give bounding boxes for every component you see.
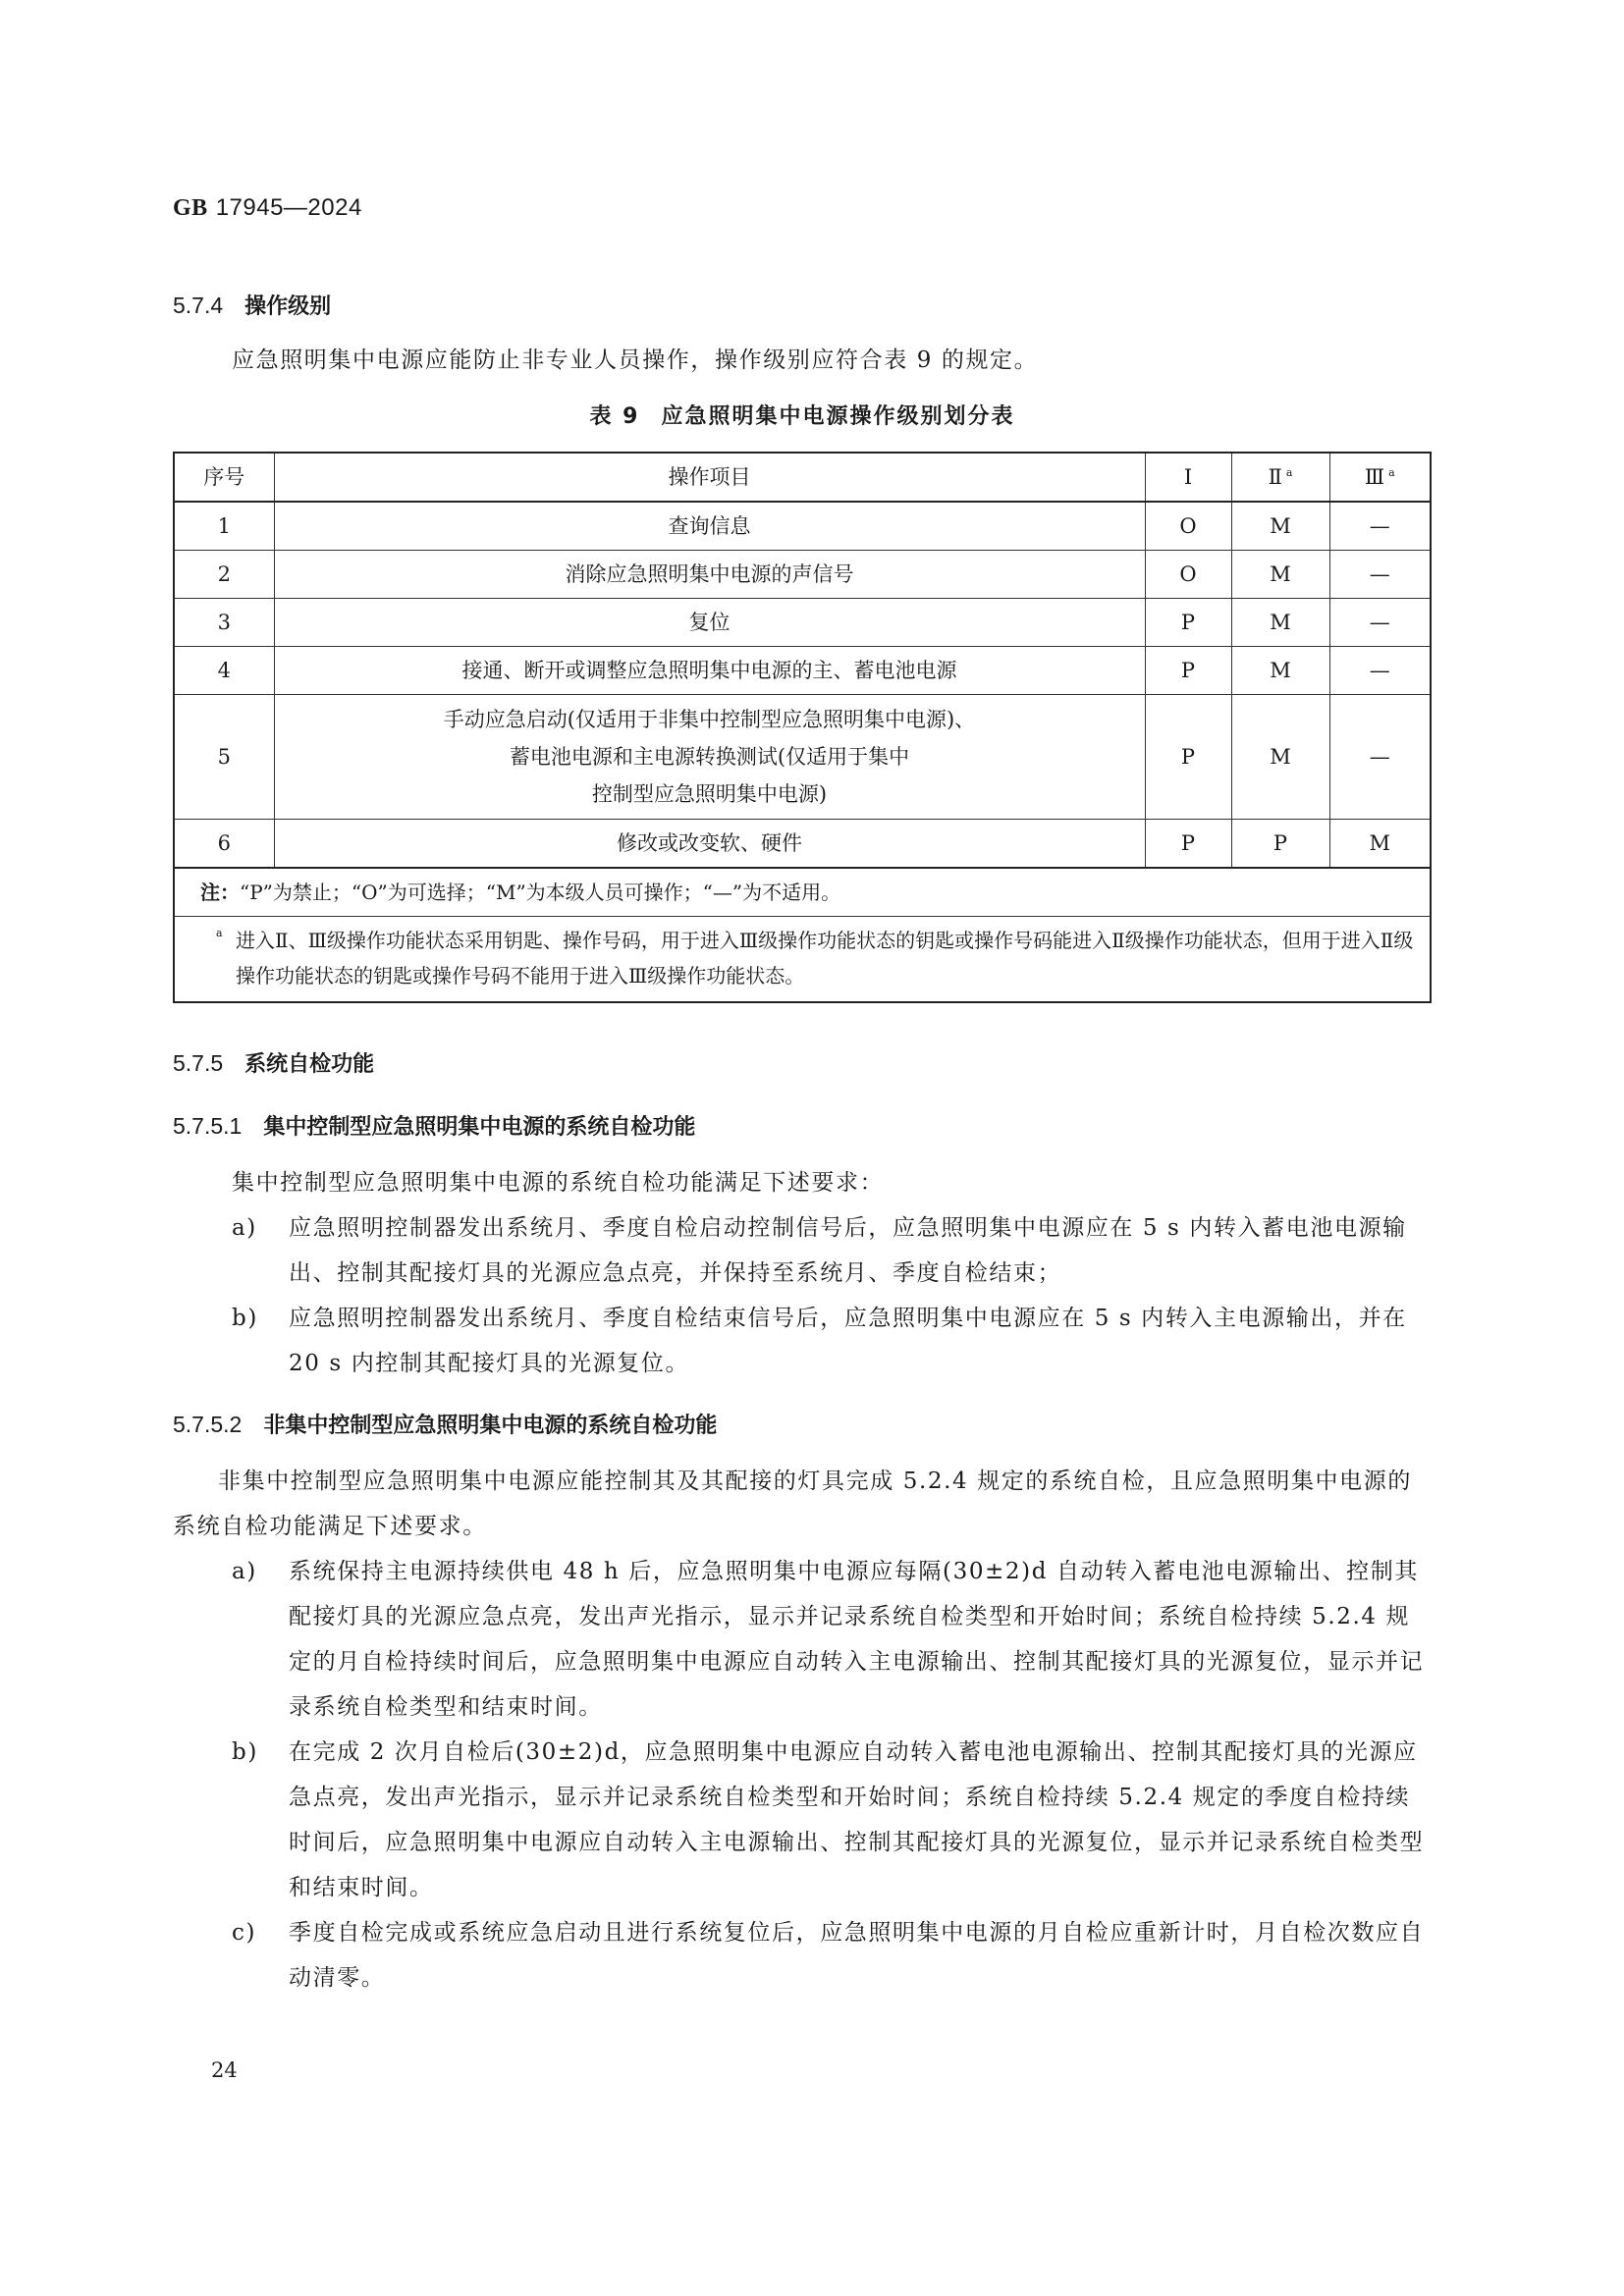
- cell-level-2: P: [1231, 820, 1329, 869]
- cell-level-3: —: [1329, 647, 1431, 695]
- standard-number: 17945—2024: [215, 194, 362, 221]
- section-heading-5-7-4: [173, 289, 1432, 324]
- section-intro: 非集中控制型应急照明集中电源应能控制其及其配接的灯具完成 5.2.4 规定的系统自检，且应急照明集中电源的系统自检功能满足下述要求。: [173, 1468, 1412, 1539]
- cell-no: 2: [174, 551, 274, 599]
- section-heading-5-7-5: [173, 1046, 1432, 1082]
- cell-level-2: M: [1231, 502, 1329, 551]
- list-item: [232, 1549, 1432, 1730]
- cell-item: 复位: [274, 599, 1145, 647]
- cell-no: 1: [174, 502, 274, 551]
- cell-item: 接通、断开或调整应急照明集中电源的主、蓄电池电源: [274, 647, 1145, 695]
- table-row: [174, 695, 1431, 820]
- table-note: [174, 868, 1431, 917]
- table-row: [174, 820, 1431, 869]
- section-number: 5.7.5.1: [173, 1113, 243, 1139]
- list-item-text: 季度自检完成或系统应急启动且进行系统复位后，应急照明集中电源的月自检应重新计时，月自检次数应自动清零。: [289, 1920, 1425, 1991]
- cell-no: 4: [174, 647, 274, 695]
- cell-level-2: M: [1231, 695, 1329, 820]
- col-header-level-1-text: Ⅰ: [1183, 465, 1193, 489]
- cell-item: 消除应急照明集中电源的声信号: [274, 551, 1145, 599]
- table-label: 表 9: [589, 404, 640, 429]
- col-header-level-3-text: Ⅲ: [1364, 465, 1385, 489]
- section-paragraph: 应急照明集中电源应能防止非专业人员操作，操作级别应符合表 9 的规定。: [232, 347, 1039, 373]
- cell-level-3: —: [1329, 695, 1431, 820]
- cell-no: 6: [174, 820, 274, 869]
- col-header-level-2-text: Ⅱ: [1268, 465, 1282, 489]
- col-header-item: 操作项目: [274, 453, 1145, 502]
- table-header-row: [174, 453, 1431, 502]
- section-title: 操作级别: [244, 294, 332, 319]
- footnote-mark: a: [216, 927, 223, 939]
- cell-level-1: O: [1145, 551, 1231, 599]
- cell-level-3: —: [1329, 551, 1431, 599]
- cell-level-1: O: [1145, 502, 1231, 551]
- list-item-label: a): [232, 1215, 257, 1241]
- cell-item-line: 蓄电池电源和主电源转换测试(仅适用于集中: [509, 745, 910, 769]
- list-item-label: a): [232, 1559, 257, 1584]
- table-row: [174, 551, 1431, 599]
- standard-code: [173, 192, 1432, 224]
- cell-level-1: P: [1145, 599, 1231, 647]
- cell-level-3: —: [1329, 599, 1431, 647]
- cell-item-line: 手动应急启动(仅适用于非集中控制型应急照明集中电源)、: [443, 708, 976, 731]
- table-row: [174, 502, 1431, 551]
- section-number: 5.7.4: [173, 293, 224, 318]
- cell-item: 修改或改变软、硬件: [274, 820, 1145, 869]
- list-item: [232, 1910, 1432, 2001]
- note-text: “P”为禁止；“O”为可选择；“M”为本级人员可操作；“—”为不适用。: [240, 881, 841, 904]
- section-number: 5.7.5.2: [173, 1412, 243, 1437]
- list-item: [232, 1730, 1432, 1910]
- cell-no: 3: [174, 599, 274, 647]
- standard-prefix: GB: [173, 195, 208, 221]
- section-intro: 集中控制型应急照明集中电源的系统自检功能满足下述要求：: [232, 1170, 885, 1196]
- list-item: [232, 1296, 1432, 1386]
- table-footnote: [174, 917, 1431, 1003]
- section-title: 集中控制型应急照明集中电源的系统自检功能: [263, 1115, 696, 1140]
- table-row: [174, 647, 1431, 695]
- note-label: 注：: [200, 881, 240, 904]
- list-item-text: 应急照明控制器发出系统月、季度自检启动控制信号后，应急照明集中电源应在 5 s 内转入蓄电池电源输出、控制其配接灯具的光源应急点亮，并保持至系统月、季度自检结束；: [289, 1215, 1407, 1286]
- footnote-mark: a: [1285, 466, 1293, 479]
- section-title: 非集中控制型应急照明集中电源的系统自检功能: [263, 1414, 718, 1438]
- page-number: 24: [211, 2058, 238, 2082]
- cell-level-1: P: [1145, 647, 1231, 695]
- table-note-row: [174, 868, 1431, 917]
- col-header-no: 序号: [174, 453, 274, 502]
- table-row: [174, 599, 1431, 647]
- list-item-text: 在完成 2 次月自检后(30±2)d，应急照明集中电源应自动转入蓄电池电源输出、控制其配接灯具的光源应急点亮，发出声光指示，显示并记录系统自检类型和开始时间；系统自检持续 5.2.4 规定的季度自检持续时间后，应急照明集中电源应自动转入主电源输出、控制其配接灯具的光源复位，显示并记录系统自检类型和结束时间。: [289, 1739, 1425, 1900]
- list-item-text: 应急照明控制器发出系统月、季度自检结束信号后，应急照明集中电源应在 5 s 内转入主电源输出，并在 20 s 内控制其配接灯具的光源复位。: [289, 1306, 1407, 1376]
- section-title: 系统自检功能: [244, 1052, 375, 1077]
- section-heading-5-7-5-1: [173, 1109, 1432, 1145]
- cell-item: 查询信息: [274, 502, 1145, 551]
- cell-no: 5: [174, 695, 274, 820]
- cell-level-1: P: [1145, 695, 1231, 820]
- list-item-text: 系统保持主电源持续供电 48 h 后，应急照明集中电源应每隔(30±2)d 自动转入蓄电池电源输出、控制其配接灯具的光源应急点亮，发出声光指示，显示并记录系统自检类型和开始时间；系统自检持续 5.2.4 规定的月自检持续时间后，应急照明集中电源应自动转入主电源输出、控制其配接灯具的光源复位，显示并记录系统自检类型和结束时间。: [289, 1559, 1425, 1720]
- col-header-level-3: [1329, 453, 1431, 502]
- footnote-mark: a: [1388, 466, 1395, 479]
- cell-item-line: 控制型应急照明集中电源): [591, 782, 828, 806]
- cell-level-2: M: [1231, 599, 1329, 647]
- cell-level-3: —: [1329, 502, 1431, 551]
- section-heading-5-7-5-2: [173, 1408, 1432, 1443]
- cell-level-3: M: [1329, 820, 1431, 869]
- section-number: 5.7.5: [173, 1050, 224, 1076]
- operation-level-table: [173, 452, 1432, 1003]
- list-item-label: b): [232, 1739, 258, 1765]
- document-page: [173, 0, 1432, 2144]
- col-header-level-1: [1145, 453, 1231, 502]
- cell-level-1: P: [1145, 820, 1231, 869]
- list-item-label: b): [232, 1306, 258, 1331]
- col-header-level-2: [1231, 453, 1329, 502]
- list-item: [232, 1205, 1432, 1296]
- cell-level-2: M: [1231, 647, 1329, 695]
- cell-item: [274, 695, 1145, 820]
- footnote-text: 进入Ⅱ、Ⅲ级操作功能状态采用钥匙、操作号码，用于进入Ⅲ级操作功能状态的钥匙或操作号码能进入Ⅱ级操作功能状态，但用于进入Ⅱ级操作功能状态的钥匙或操作号码不能用于进入Ⅲ级操作功能状态。: [236, 929, 1414, 988]
- table-title-text: 应急照明集中电源操作级别划分表: [661, 404, 1015, 429]
- table-footnote-row: [174, 917, 1431, 1003]
- cell-level-2: M: [1231, 551, 1329, 599]
- table-title: [173, 400, 1432, 434]
- list-item-label: c): [232, 1920, 257, 1946]
